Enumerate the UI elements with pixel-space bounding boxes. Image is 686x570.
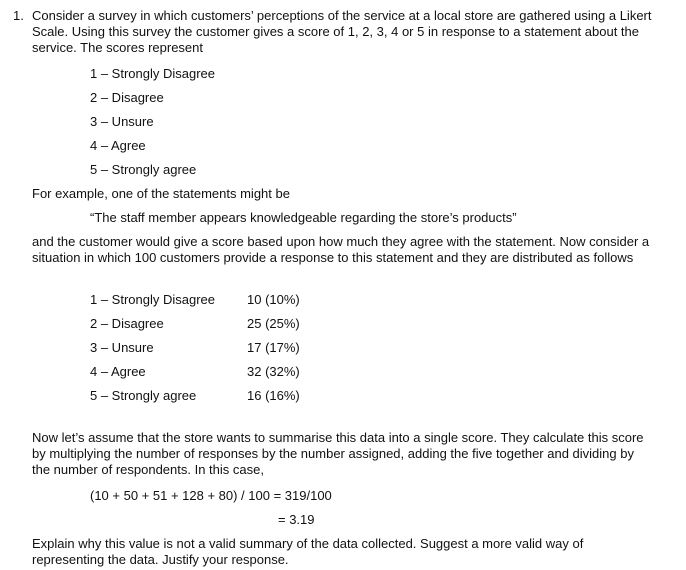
scale-item-3: 3 – Unsure xyxy=(90,114,154,129)
scale-item-1: 1 – Strongly Disagree xyxy=(90,66,216,81)
summary-paragraph: Now let’s assume that the store wants to summarise this data into a single score. They calculate this score by multiplying the number of responses by the number assigned, adding the five together and dividing by the number of respondents. In this case, xyxy=(32,430,644,477)
distribution-label: 5 – Strongly agree xyxy=(90,388,197,403)
distribution-count: 25 (25%) xyxy=(247,316,300,331)
distribution-label: 1 – Strongly Disagree xyxy=(90,292,216,307)
formula-line-1: (10 + 50 + 51 + 128 + 80) / 100 = 319/100 xyxy=(90,488,332,503)
task-paragraph: Explain why this value is not a valid summary of the data collected. Suggest a more valid way of representing the data. Justify your response. xyxy=(32,536,584,567)
formula-line-2: = 3.19 xyxy=(278,512,315,527)
example-intro: For example, one of the statements might be xyxy=(32,186,290,201)
distribution-count: 16 (16%) xyxy=(247,388,300,403)
intro-paragraph: Consider a survey in which customers’ perceptions of the service at a local store are gathered using a Likert Scale. Using this survey the customer gives a score of 1, 2, 3, 4 or 5 in response to a statement about the service. The scores represent xyxy=(32,8,652,55)
distribution-label: 2 – Disagree xyxy=(90,316,164,331)
example-statement: “The staff member appears knowledgeable regarding the store’s products” xyxy=(90,210,517,225)
distribution-label: 4 – Agree xyxy=(90,364,146,379)
distribution-label: 3 – Unsure xyxy=(90,340,154,355)
context-paragraph: and the customer would give a score based upon how much they agree with the statement. Now consider a situation in which 100 customers provide a response to this statement and they are distributed as follows xyxy=(32,234,650,265)
question-number: 1. xyxy=(13,8,24,23)
distribution-count: 32 (32%) xyxy=(247,364,300,379)
scale-item-4: 4 – Agree xyxy=(90,138,146,153)
distribution-count: 17 (17%) xyxy=(247,340,300,355)
scale-item-5: 5 – Strongly agree xyxy=(90,162,197,177)
scale-item-2: 2 – Disagree xyxy=(90,90,164,105)
distribution-count: 10 (10%) xyxy=(247,292,300,307)
